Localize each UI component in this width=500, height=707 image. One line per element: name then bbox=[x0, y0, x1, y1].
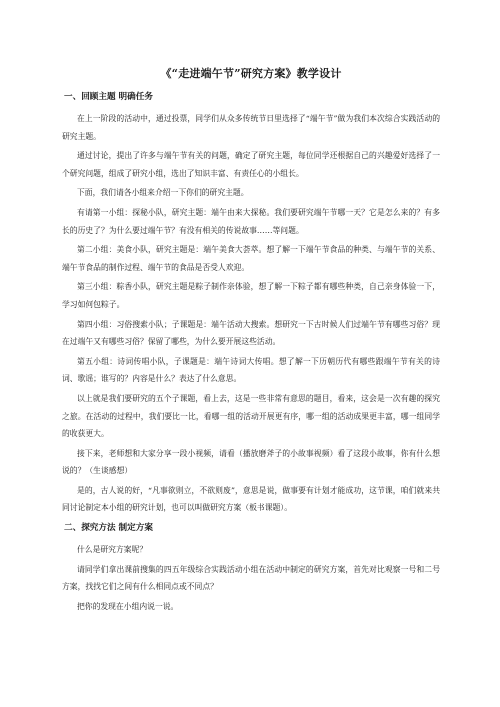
paragraph: 什么是研究方案呢？ bbox=[77, 545, 148, 555]
section-heading-1: 一、回顾主题 明确任务 bbox=[64, 92, 153, 102]
paragraph: 接下来，老师想和大家分享一段小视频，请看（播放磨斧子的小故事视频）看了这段小故事，你有什么想说的？（生谈感想） bbox=[62, 448, 440, 476]
document-body bbox=[62, 66, 440, 615]
paragraph: 在上一阶段的活动中，通过投票，同学们从众多传统节日里选择了“端午节”做为我们本次综合实践活动的研究主题。 bbox=[62, 114, 440, 141]
paragraph: 通过讨论，提出了许多与端午节有关的问题，确定了研究主题，每位同学还根据自己的兴趣爱好选择了一个研究问题，组成了研究小组，选出了知识丰富、有责任心的小组长。 bbox=[62, 151, 440, 178]
document-title: 《“走进端午节”研究方案》教学设计 bbox=[160, 67, 342, 80]
paragraph: 第四小组：习俗搜索小队；子课题是：端午活动大搜索。想研究一下古时候人们过端午节有哪些习俗？现在过端午又有哪些习俗？保留了哪些，为什么要开展这些活动。 bbox=[62, 319, 440, 347]
paragraph: 第五小组：诗词传唱小队，子课题是：端午诗词大传唱。想了解一下历朝历代有哪些跟端午节有关的诗词、歌谣；谁写的？内容是什么？表达了什么意思。 bbox=[62, 356, 440, 384]
paragraph: 下面，我们请各小组来介绍一下你们的研究主题。 bbox=[77, 188, 249, 198]
paragraph: 第二小组：美食小队，研究主题是：端午美食大荟萃。想了解一下端午节食品的种类、与端午节的关系、端午节食品的制作过程、端午节的食品是否受人欢迎。 bbox=[62, 245, 440, 272]
section-heading-2: 二、探究方法 制定方案 bbox=[64, 523, 153, 534]
paragraph: 第三小组：粽香小队，研究主题是粽子制作亲体验，想了解一下粽子都有哪些种类，自己亲身体验一下，学习如何包粽子。 bbox=[62, 282, 440, 309]
paragraph: 请同学们拿出课前搜集的四五年级综合实践活动小组在活动中制定的研究方案，首先对比观察一号和二号方案，找找它们之间有什么相同点或不同点？ bbox=[62, 564, 440, 592]
paragraph: 以上就是我们要研究的五个子课题，看上去，这是一些非常有意思的题目，看来，这会是一次有趣的探究之旅。在活动的过程中，我们要比一比，看哪一组的活动开展更有序，哪一组的活动成果更丰富，哪一组同学的收获更大。 bbox=[62, 393, 440, 439]
paragraph: 把你的发现在小组内说一说。 bbox=[77, 601, 179, 611]
paragraph: 是的，古人说的好，“凡事欲则立，不欲则废”，意思是说，做事要有计划才能成功，这节课，咱们就来共同讨论制定本小组的研究计划，也可以叫做研究方案（板书课题）。 bbox=[62, 485, 440, 513]
paragraph: 有请第一小组：探秘小队，研究主题：端午由来大探秘。我们要研究端午节哪一天？它是怎么来的？有多长的历史了？为什么要过端午节？有没有相关的传说故事……等问题。 bbox=[62, 207, 440, 235]
